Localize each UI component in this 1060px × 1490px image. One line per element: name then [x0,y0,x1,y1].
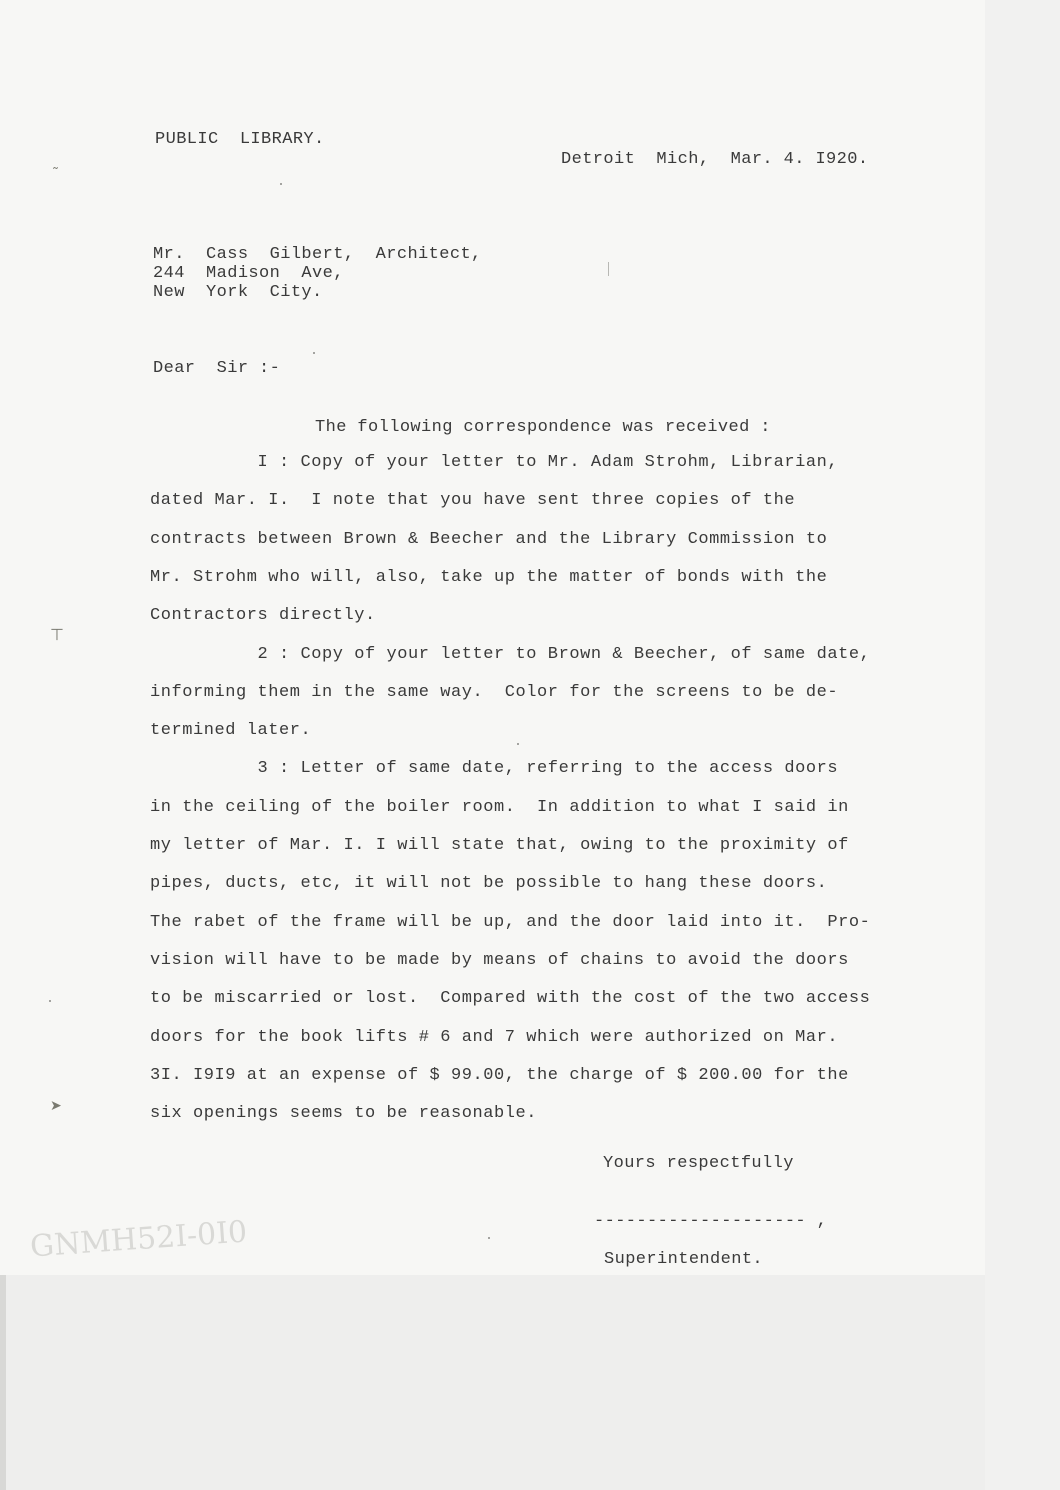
body-line: dated Mar. I. I note that you have sent three copies of the [150,491,796,511]
body-line: contracts between Brown & Beecher and the Library Commission to [150,529,828,549]
body-line: my letter of Mar. I. I will state that, owing to the proximity of [150,836,849,855]
body-line: vision will have to be made by means of chains to avoid the doors [150,950,849,970]
salutation: Dear Sir :- [153,359,281,378]
signature-line: -------------------- , [594,1212,828,1231]
page-edge-shadow [0,1275,6,1490]
body-line: termined later. [150,721,312,741]
scan-background-bottom [0,1275,985,1490]
body-line: doors for the book lifts # 6 and 7 which were authorized on Mar. [150,1027,839,1047]
scan-background-right [985,0,1060,1490]
body-line: six openings seems to be reasonable. [150,1104,538,1124]
body-line: 3 : Letter of same date, referring to the access doors [150,759,839,779]
body-line: informing them in the same way. Color for the screens to be de- [150,682,839,702]
scan-speck [313,352,315,354]
address-line-3: New York City. [153,283,323,302]
scan-speck [517,743,519,745]
body-line: pipes, ducts, etc, it will not be possible to hang these doors. [150,874,828,894]
body-line: in the ceiling of the boiler room. In addition to what I said in [150,797,849,817]
body-line: 2 : Copy of your letter to Brown & Beecher, of same date, [150,644,871,664]
body-line: The rabet of the frame will be up, and the door laid into it. Pro- [150,912,871,932]
signature-title: Superintendent. [604,1250,764,1269]
closing: Yours respectfully [603,1154,794,1173]
scan-mark: ˜ [52,166,59,182]
place-and-date: Detroit Mich, Mar. 4. I920. [561,150,869,169]
scan-mark: ⊤ [50,625,64,644]
body-line: Contractors directly. [150,606,376,626]
intro-line: The following correspondence was received : [315,418,771,437]
letterhead: PUBLIC LIBRARY. [155,130,325,149]
address-line-2: 244 Madison Ave, [153,264,344,283]
body-line: I : Copy of your letter to Mr. Adam Strohm, Librarian, [150,453,839,472]
archive-pencil-note: GNMH52I-0I0 [29,1214,249,1265]
scan-scratch [608,262,609,276]
scan-speck [49,1000,51,1002]
body-line: 3I. I9I9 at an expense of $ 99.00, the charge of $ 200.00 for the [150,1065,849,1085]
body-line: to be miscarried or lost. Compared with the cost of the two access [150,989,871,1009]
scan-mark: ➤ [50,1098,62,1114]
address-line-1: Mr. Cass Gilbert, Architect, [153,245,482,264]
scan-speck [488,1237,490,1239]
body-line: Mr. Strohm who will, also, take up the matter of bonds with the [150,567,828,587]
scan-speck [280,183,282,185]
